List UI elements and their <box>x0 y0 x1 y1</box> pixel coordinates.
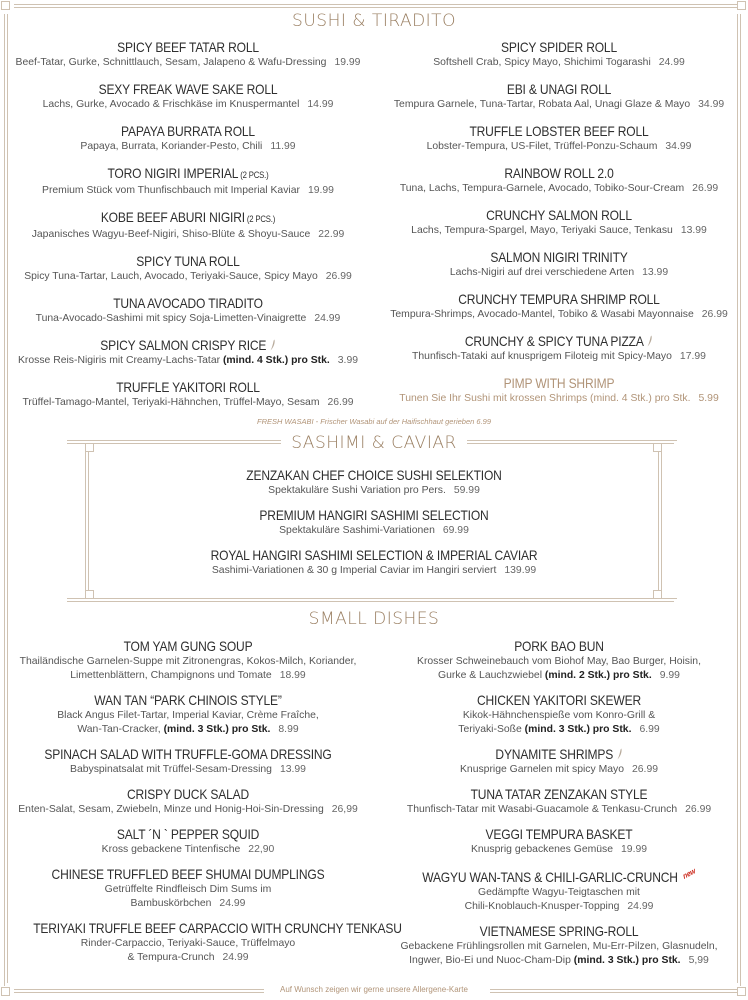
item-name <box>403 374 714 392</box>
item-name <box>403 865 714 886</box>
item-description-text: Tempura Garnele, Tuna-Tartar, Robata Aal, Unagi Glaze & Mayo <box>393 99 691 110</box>
item-name-text: TOM YAM GUNG SOUP <box>123 638 253 654</box>
item-name-text: CRISPY DUCK SALAD <box>127 786 249 802</box>
fresh-wasabi-note: FRESH WASABI - Frischer Wasabi auf der Haifischhaut gerieben 6.99 <box>257 417 491 426</box>
item-description-text: Thunfisch-Tatar mit Wasabi-Guacamole & Tenkasu-Crunch <box>406 804 678 815</box>
menu-item <box>378 332 740 364</box>
item-price: 9.99 <box>659 670 680 681</box>
chili-icon <box>617 746 623 758</box>
item-name <box>33 637 343 655</box>
item-price: 34.99 <box>698 99 725 110</box>
item-name-text: PORK BAO BUN <box>514 638 604 654</box>
small-left-column <box>8 637 402 973</box>
item-name <box>33 294 343 312</box>
item-price: 59.99 <box>453 485 480 496</box>
item-name-text: TUNA TATAR ZENZAKAN STYLE <box>470 786 648 802</box>
item-description <box>378 350 740 364</box>
menu-item <box>378 637 740 683</box>
item-name-text: PAPAYA BURRATA ROLL <box>121 123 255 139</box>
item-price: 24.99 <box>658 57 685 68</box>
item-price: 11.99 <box>270 141 296 152</box>
item-price: 26.99 <box>701 309 728 320</box>
item-description-line2 <box>8 897 368 911</box>
item-price: 19.99 <box>621 844 648 855</box>
item-description-text: Wan-Tan-Cracker, <box>77 724 161 735</box>
item-description <box>8 937 368 951</box>
item-description <box>8 763 368 777</box>
item-name-text: CHINESE TRUFFLED BEEF SHUMAI DUMPLINGS <box>51 866 325 882</box>
item-name-text: ZENZAKAN CHEF CHOICE SUSHI SELEKTION <box>246 467 502 483</box>
item-description-text: Lobster-Tempura, US-Filet, Trüffel-Ponzu-Schaum <box>426 141 658 152</box>
menu-item <box>378 38 740 70</box>
item-description-text: Lachs, Tempura-Spargel, Mayo, Teriyaki Sauce, Tenkasu <box>411 225 673 236</box>
item-description-line2 <box>378 723 740 737</box>
item-description <box>8 184 368 198</box>
item-name <box>33 919 402 937</box>
section-title-sushi: SUSHI & TIRADITO <box>0 11 748 31</box>
item-description-text: Sashimi-Variationen & 30 g Imperial Caviar im Hangiri serviert <box>211 565 497 576</box>
item-description <box>8 803 368 817</box>
item-name <box>33 865 343 883</box>
item-description <box>378 140 740 154</box>
menu-item <box>378 290 740 322</box>
item-description-text: Gurke & Lauchzwiebel <box>438 670 543 681</box>
item-description <box>378 98 740 112</box>
item-name <box>33 38 343 56</box>
menu-item <box>8 122 368 154</box>
item-name-text: SPICY SPIDER ROLL <box>501 39 617 55</box>
item-name-text: SALT ´N ` PEPPER SQUID <box>116 826 260 842</box>
item-name <box>130 506 618 524</box>
item-price: 24.99 <box>314 313 341 324</box>
item-price: 5.99 <box>698 393 719 404</box>
small-right-column <box>378 637 740 976</box>
item-name <box>33 691 343 709</box>
item-name-text: KOBE BEEF ABURI NIGIRI <box>100 209 245 225</box>
item-description <box>378 843 740 857</box>
item-description-text: Spicy Tuna-Tartar, Lauch, Avocado, Teriyaki-Sauce, Spicy Mayo <box>24 271 318 282</box>
item-description <box>378 266 740 280</box>
item-name <box>33 122 343 140</box>
menu-item <box>378 206 740 238</box>
item-description-text: Krosse Reis-Nigiris mit Creamy-Lachs-Tatar <box>17 355 221 366</box>
item-description-text: Bambuskörbchen <box>130 898 212 909</box>
item-description <box>90 484 658 498</box>
item-price: 19.99 <box>334 57 361 68</box>
item-name-text: TERIYAKI TRUFFLE BEEF CARPACCIO WITH CRUNCHY TENKASU <box>33 920 402 936</box>
item-description <box>8 843 368 857</box>
item-description <box>378 182 740 196</box>
min-order-note: (mind. 3 Stk.) pro Stk. <box>570 955 681 966</box>
item-name-text: TORO NIGIRI IMPERIAL <box>107 165 239 181</box>
item-description-text: Teriyaki-Soße <box>458 724 522 735</box>
item-description <box>90 564 658 578</box>
item-price: 26.99 <box>685 804 712 815</box>
item-price: 22.99 <box>318 229 345 240</box>
item-price: 24.99 <box>219 898 246 909</box>
item-name-text: ROYAL HANGIRI SASHIMI SELECTION & IMPERIAL CAVIAR <box>210 547 538 563</box>
item-name <box>403 122 714 140</box>
item-description-text: Kikok-Hähnchenspieße vom Konro-Grill & <box>462 710 656 721</box>
item-name-text: SPICY BEEF TATAR ROLL <box>117 39 259 55</box>
item-name <box>403 248 714 266</box>
item-name <box>33 336 343 354</box>
menu-item <box>8 825 368 857</box>
sushi-right-column <box>378 38 740 416</box>
item-price: 22,90 <box>248 844 275 855</box>
item-description <box>378 709 740 723</box>
item-description-text: Lachs, Gurke, Avocado & Frischkäse im Knuspermantel <box>42 99 300 110</box>
item-name-text: WAGYU WAN-TANS & CHILI-GARLIC-CRUNCH <box>422 869 678 885</box>
menu-item <box>378 248 740 280</box>
menu-item <box>8 378 368 410</box>
item-name-text: WAN TAN “PARK CHINOIS STYLE” <box>94 692 282 708</box>
menu-item <box>8 294 368 326</box>
item-price: 26.99 <box>327 397 354 408</box>
item-name-text: TRUFFLE LOBSTER BEEF ROLL <box>469 123 649 139</box>
menu-item <box>378 785 740 817</box>
item-price: 26,99 <box>331 804 358 815</box>
item-price: 3.99 <box>337 355 359 366</box>
menu-item <box>90 466 658 498</box>
item-description-text: Kross gebackene Tintenfische <box>101 844 241 855</box>
item-name-text: CHICKEN YAKITORI SKEWER <box>477 692 641 708</box>
item-description <box>90 524 658 538</box>
menu-item <box>8 38 368 70</box>
item-description-text: Lachs-Nigiri auf drei verschiedene Arten <box>449 267 635 278</box>
section-title-sashimi: SASHIMI & CAVIAR <box>0 433 748 453</box>
item-name <box>33 208 343 228</box>
menu-item <box>378 374 740 406</box>
item-description-text: Spektakuläre Sashimi-Variationen <box>279 525 435 536</box>
menu-item <box>378 825 740 857</box>
item-description <box>8 354 368 368</box>
item-description-line2 <box>378 669 740 683</box>
chili-icon <box>270 337 276 349</box>
item-name <box>33 164 343 184</box>
menu-item <box>378 922 740 968</box>
item-name-text: SPINACH SALAD WITH TRUFFLE-GOMA DRESSING <box>44 746 332 762</box>
item-description <box>8 98 368 112</box>
menu-item <box>378 80 740 112</box>
item-name-text: CRUNCHY & SPICY TUNA PIZZA <box>464 333 644 349</box>
item-name-text: VIETNAMESE SPRING-ROLL <box>479 923 639 939</box>
item-name <box>403 825 714 843</box>
item-name <box>403 637 714 655</box>
item-name <box>33 80 343 98</box>
item-description-text: Gedämpfte Wagyu-Teigtaschen mit <box>478 887 640 898</box>
item-name <box>403 691 714 709</box>
min-order-note: (mind. 2 Stk.) pro Stk. <box>542 670 652 681</box>
item-price: 26.99 <box>325 271 352 282</box>
item-name <box>403 922 714 940</box>
menu-item <box>8 252 368 284</box>
item-price: 13.99 <box>279 764 306 775</box>
item-description <box>8 140 368 154</box>
item-description-text: Thunfisch-Tataki auf knusprigem Filoteig mit Spicy-Mayo <box>412 351 672 362</box>
item-name <box>130 546 618 564</box>
item-name-text: SPICY TUNA ROLL <box>136 253 240 269</box>
item-name <box>403 290 714 308</box>
item-description <box>8 56 368 70</box>
item-description <box>8 655 368 669</box>
item-description-text: Spektakuläre Sushi Variation pro Pers. <box>268 485 446 496</box>
item-description-text: Knusprig gebackenes Gemüse <box>470 844 614 855</box>
item-description-text: Beef-Tatar, Gurke, Schnittlauch, Sesam, Jalapeno & Wafu-Dressing <box>15 57 327 68</box>
item-description <box>8 709 368 723</box>
item-name <box>403 38 714 56</box>
item-description <box>8 883 368 897</box>
item-description-text: & Tempura-Crunch <box>127 952 215 963</box>
chili-icon <box>647 333 653 345</box>
item-description <box>378 940 740 954</box>
item-name-text: VEGGI TEMPURA BASKET <box>485 826 633 842</box>
item-name-text: PREMIUM HANGIRI SASHIMI SELECTION <box>259 507 489 523</box>
item-name-text: SEXY FREAK WAVE SAKE ROLL <box>98 81 278 97</box>
item-name <box>403 332 714 350</box>
item-price: 69.99 <box>442 525 469 536</box>
item-name-text: TRUFFLE YAKITORI ROLL <box>116 379 260 395</box>
menu-item <box>90 506 658 538</box>
item-description-text: Trüffel-Tamago-Mantel, Teriyaki-Hähnchen, Trüffel-Mayo, Sesam <box>22 397 320 408</box>
menu-item <box>378 122 740 154</box>
item-description-text: Ingwer, Bio-Ei und Nuoc-Cham-Dip <box>409 955 571 966</box>
menu-item <box>8 919 402 965</box>
menu-item <box>8 164 368 198</box>
item-description-text: Tunen Sie Ihr Sushi mit krossen Shrimps (mind. 4 Stk.) pro Stk. <box>399 393 691 404</box>
menu-item <box>8 785 368 817</box>
min-order-note: (mind. 4 Stk.) pro Stk. <box>220 355 330 366</box>
item-description <box>378 763 740 777</box>
item-name <box>403 80 714 98</box>
menu-item <box>8 691 368 737</box>
item-description-text: Thailändische Garnelen-Suppe mit Zitronengras, Kokos-Milch, Koriander, <box>19 656 357 667</box>
item-name-text: RAINBOW ROLL 2.0 <box>504 165 614 181</box>
item-description-text: Japanisches Wagyu-Beef-Nigiri, Shiso-Blüte & Shoyu-Sauce <box>31 229 311 240</box>
item-price: 19.99 <box>307 185 334 196</box>
item-description <box>8 312 368 326</box>
menu-item <box>8 80 368 112</box>
item-description-line2 <box>8 951 368 965</box>
item-portion: (2 PCS.) <box>244 214 276 224</box>
menu-item <box>90 546 658 578</box>
item-name <box>33 252 343 270</box>
menu-item <box>8 208 368 242</box>
sushi-left-column <box>8 38 368 420</box>
item-description-text: Chili-Knoblauch-Knusper-Topping <box>464 901 620 912</box>
menu-item <box>378 745 740 777</box>
item-name <box>33 745 343 763</box>
item-description-text: Rinder-Carpaccio, Teriyaki-Sauce, Trüffelmayo <box>80 938 296 949</box>
menu-item <box>8 336 368 368</box>
item-price: 14.99 <box>307 99 334 110</box>
item-price: 8.99 <box>278 724 299 735</box>
item-description-line2 <box>378 900 740 914</box>
item-name <box>403 745 714 763</box>
item-description <box>378 803 740 817</box>
allergen-note: Auf Wunsch zeigen wir gerne unsere Allergene-Karte <box>0 985 748 994</box>
item-description <box>8 396 368 410</box>
item-name <box>403 164 714 182</box>
item-name <box>33 825 343 843</box>
item-price: 6.99 <box>639 724 660 735</box>
item-price: 139.99 <box>504 565 537 576</box>
menu-item <box>8 865 368 911</box>
item-price: 24.99 <box>222 952 249 963</box>
item-name-text: EBI & UNAGI ROLL <box>506 81 612 97</box>
item-description-text: Limettenblättern, Champignons und Tomate <box>70 670 272 681</box>
item-name <box>403 206 714 224</box>
item-description-text: Enten-Salat, Sesam, Zwiebeln, Minze und Honig-Hoi-Sin-Dressing <box>18 804 324 815</box>
item-description-text: Getrüffelte Rindfleisch Dim Sums im <box>104 884 272 895</box>
item-name-text: CRUNCHY TEMPURA SHRIMP ROLL <box>458 291 660 307</box>
item-description <box>378 392 740 406</box>
item-description-text: Tuna, Lachs, Tempura-Garnele, Avocado, Tobiko-Sour-Cream <box>399 183 685 194</box>
item-name <box>33 785 343 803</box>
item-description-line2 <box>8 723 368 737</box>
item-description-text: Papaya, Burrata, Koriander-Pesto, Chili <box>80 141 263 152</box>
section-title-small-dishes: SMALL DISHES <box>0 609 748 629</box>
item-description <box>378 655 740 669</box>
item-description <box>378 886 740 900</box>
sashimi-items <box>90 466 658 586</box>
item-name-text: SALMON NIGIRI TRINITY <box>490 249 628 265</box>
item-portion: (2 PCS.) <box>238 170 269 180</box>
item-price: 24.99 <box>627 901 654 912</box>
min-order-note: (mind. 3 Stk.) pro Stk. <box>521 724 632 735</box>
menu-item <box>8 637 368 683</box>
item-description-text: Knusprige Garnelen mit spicy Mayo <box>459 764 624 775</box>
item-price: 26.99 <box>692 183 719 194</box>
item-price: 26.99 <box>632 764 659 775</box>
item-description-text: Tempura-Shrimps, Avocado-Mantel, Tobiko & Wasabi Mayonnaise <box>390 309 694 320</box>
menu-item <box>378 865 740 914</box>
item-description <box>8 270 368 284</box>
item-price: 13.99 <box>642 267 669 278</box>
new-badge: new <box>681 866 697 881</box>
item-description-text: Krosser Schweinebauch vom Biohof May, Bao Burger, Hoisin, <box>417 656 701 667</box>
item-name-text: DYNAMITE SHRIMPS <box>495 746 614 762</box>
item-price: 13.99 <box>680 225 707 236</box>
item-description-text: Tuna-Avocado-Sashimi mit spicy Soja-Limetten-Vinaigrette <box>35 313 307 324</box>
item-description-line2 <box>378 954 740 968</box>
min-order-note: (mind. 3 Stk.) pro Stk. <box>160 724 271 735</box>
item-description <box>8 228 368 242</box>
item-name-text: CRUNCHY SALMON ROLL <box>486 207 632 223</box>
item-description <box>378 56 740 70</box>
item-description <box>378 224 740 238</box>
item-name-text: TUNA AVOCADO TIRADITO <box>113 295 263 311</box>
menu-item <box>8 745 368 777</box>
item-price: 5,99 <box>688 955 709 966</box>
menu-item <box>378 691 740 737</box>
item-description-text: Gebackene Frühlingsrollen mit Garnelen, Mu-Err-Pilzen, Glasnudeln, <box>400 941 718 952</box>
item-name-text: SPICY SALMON CRISPY RICE <box>100 337 267 353</box>
item-description-text: Babyspinatsalat mit Trüffel-Sesam-Dressing <box>70 764 272 775</box>
item-description-line2 <box>8 669 368 683</box>
item-name-text: PIMP WITH SHRIMP <box>503 375 615 391</box>
item-description <box>378 308 740 322</box>
menu-item <box>378 164 740 196</box>
item-price: 17.99 <box>679 351 706 362</box>
item-name <box>33 378 343 396</box>
item-price: 18.99 <box>279 670 306 681</box>
item-name <box>130 466 618 484</box>
item-name <box>403 785 714 803</box>
item-description-text: Softshell Crab, Spicy Mayo, Shichimi Togarashi <box>433 57 651 68</box>
item-description-text: Premium Stück vom Thunfischbauch mit Imperial Kaviar <box>42 185 300 196</box>
item-description-text: Black Angus Filet-Tartar, Imperial Kaviar, Crème Fraîche, <box>57 710 319 721</box>
item-price: 34.99 <box>665 141 692 152</box>
